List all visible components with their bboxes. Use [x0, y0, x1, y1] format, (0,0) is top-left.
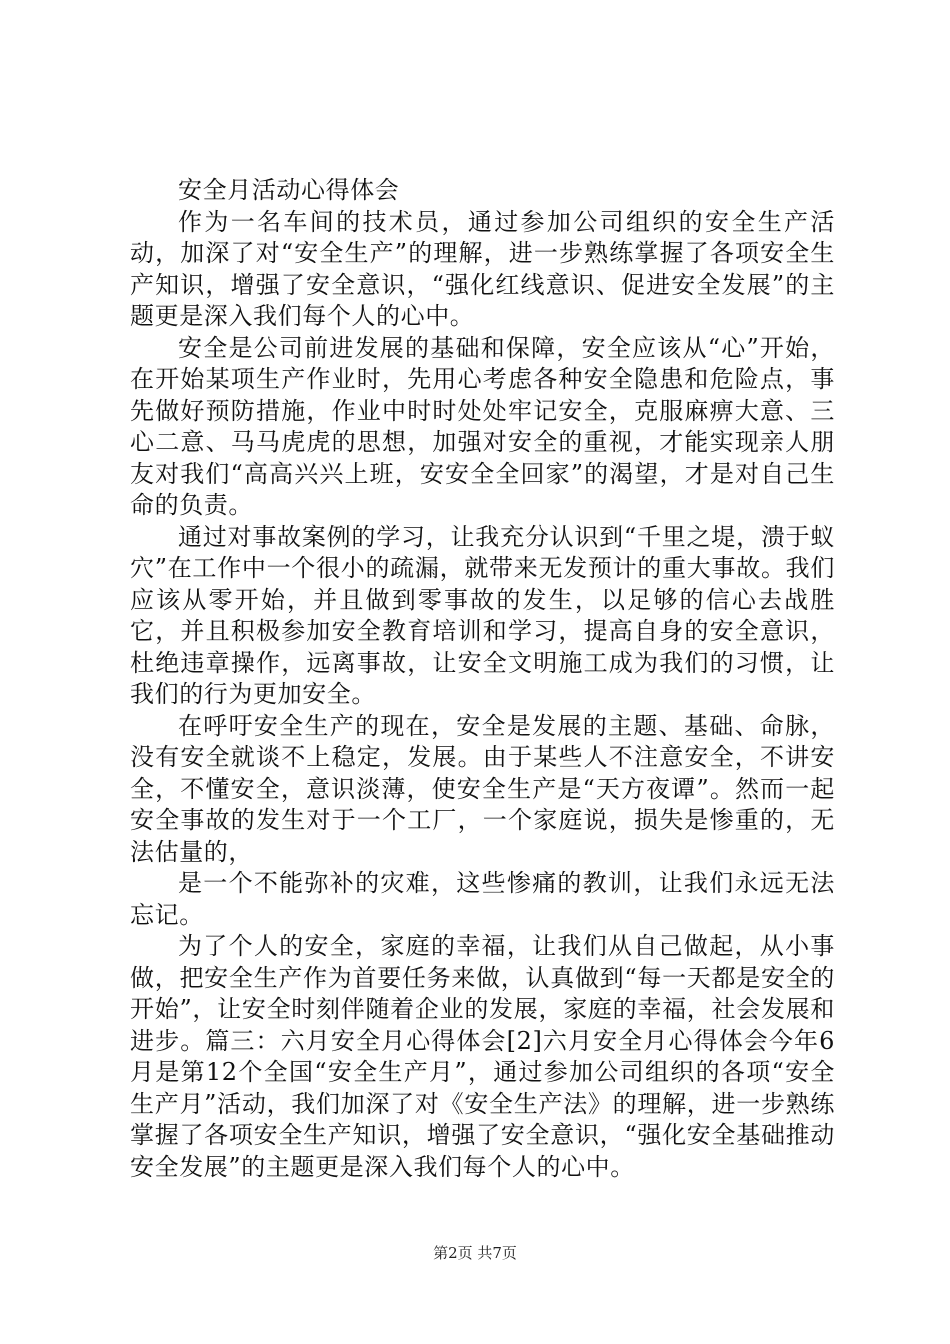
- paragraph-3: 通过对事故案例的学习，让我充分认识到“千里之堤，溃于蚁穴”在工作中一个很小的疏漏，就带来无发预计的重大事故。我们应该从零开始，并且做到零事故的发生，以足够的信心去战胜它，并且积极参加安全教育培训和学习，提高自身的安全意识，杜绝违章操作，远离事故，让安全文明施工成为我们的习惯，让我们的行为更加安全。: [130, 522, 835, 708]
- document-title: 安全月活动心得体会: [178, 176, 400, 204]
- paragraph-5: 是一个不能弥补的灾难，这些惨痛的教训，让我们永远无法忘记。: [130, 869, 835, 929]
- paragraph-1: 作为一名车间的技术员，通过参加公司组织的安全生产活动，加深了对“安全生产”的理解，进一步熟练掌握了各项安全生产知识，增强了安全意识，“强化红线意识、促进安全发展”的主题更是深入我们每个人的心中。: [130, 207, 835, 330]
- paragraph-6: 为了个人的安全，家庭的幸福，让我们从自己做起，从小事做，把安全生产作为首要任务来做，认真做到“每一天都是安全的开始”，让安全时刻伴随着企业的发展，家庭的幸福，社会发展和进步。篇三：六月安全月心得体会[2]六月安全月心得体会今年6月是第12个全国“安全生产月”，通过参加公司组织的各项“安全生产月”活动，我们加深了对《安全生产法》的理解，进一步熟练掌握了各项安全生产知识，增强了安全意识，“强化安全基础推动安全发展”的主题更是深入我们每个人的心中。: [130, 932, 835, 1181]
- document-body: [130, 175, 835, 1183]
- paragraph-2: 安全是公司前进发展的基础和保障，安全应该从“心”开始，在开始某项生产作业时，先用心考虑各种安全隐患和危险点，事先做好预防措施，作业中时时处处牢记安全，克服麻痹大意、三心二意、马马虎虎的思想，加强对安全的重视，才能实现亲人朋友对我们“高高兴兴上班，安安全全回家”的渴望，才是对自己生命的负责。: [130, 333, 835, 519]
- page-number-footer: 第2页 共7页: [433, 1244, 517, 1262]
- paragraph-4: 在呼吁安全生产的现在，安全是发展的主题、基础、命脉，没有安全就谈不上稳定，发展。由于某些人不注意安全，不讲安全，不懂安全，意识淡薄，使安全生产是“天方夜谭”。然而一起安全事故的发生对于一个工厂，一个家庭说，损失是惨重的，无法估量的，: [130, 711, 835, 866]
